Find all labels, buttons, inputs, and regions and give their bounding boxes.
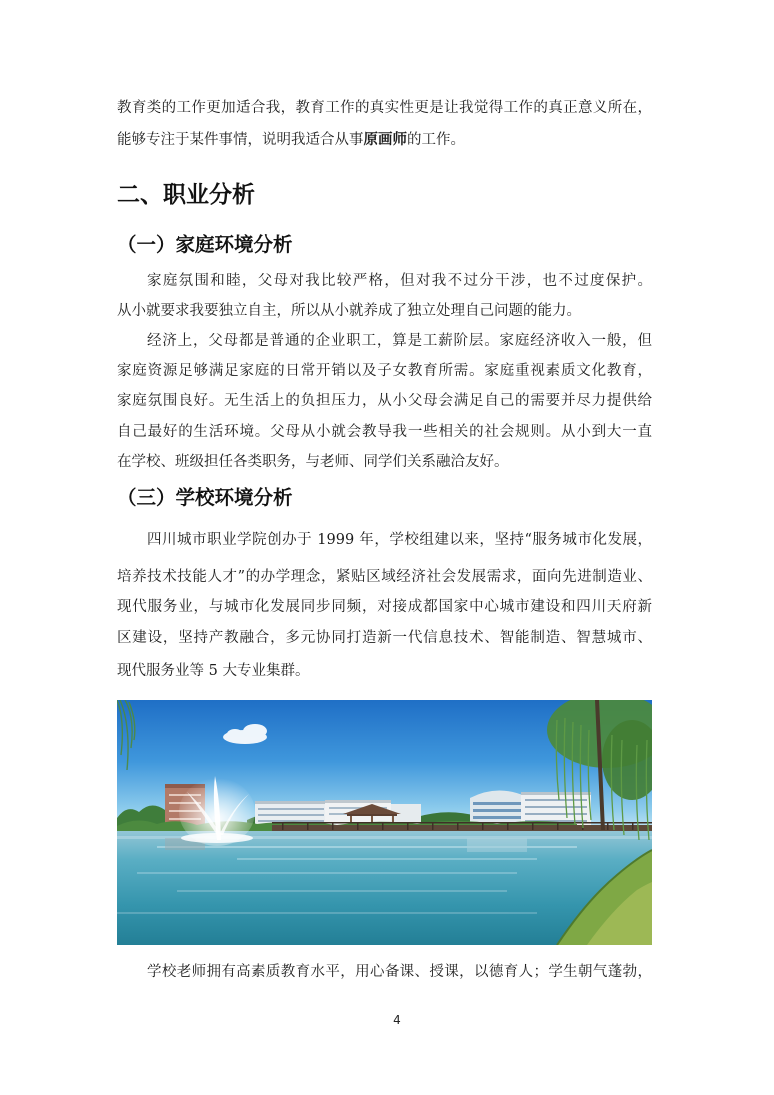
family-heading: （一）家庭环境分析 bbox=[117, 233, 293, 256]
intro-line-1: 教育类的工作更加适合我，教育工作的真实性更是让我觉得工作的真正意义所在， bbox=[117, 100, 652, 116]
intro-line-2 bbox=[117, 129, 652, 151]
school-line: 区建设，坚持产教融合，多元协同打造新一代信息技术、智能制造、智慧城市、 bbox=[117, 630, 652, 646]
section-heading: 二、职业分析 bbox=[117, 182, 255, 208]
intro-line-2-text: 能够专注于某件事情，说明我适合从事 bbox=[117, 132, 364, 148]
family-line: 从小就要求我要独立自主，所以从小就养成了独立处理自己问题的能力。 bbox=[117, 303, 581, 319]
campus-lake-photo bbox=[117, 700, 652, 945]
family-line: 在学校、班级担任各类职务，与老师、同学们关系融洽友好。 bbox=[117, 454, 509, 470]
family-line: 经济上，父母都是普通的企业职工，算是工薪阶层。家庭经济收入一般，但 bbox=[147, 333, 652, 349]
family-line: 自己最好的生活环境。父母从小就会教导我一些相关的社会规则。从小到大一直 bbox=[117, 424, 652, 440]
intro-line-2-ending: 的工作。 bbox=[407, 132, 465, 148]
family-line: 家庭资源足够满足家庭的日常开销以及子女教育所需。家庭重视素质文化教育， bbox=[117, 363, 652, 379]
school-heading: （三）学校环境分析 bbox=[117, 486, 293, 509]
boardwalk bbox=[272, 822, 652, 831]
school-line: 四川城市职业学院创办于 1999 年，学校组建以来，坚持“服务城市化发展， bbox=[147, 532, 652, 548]
school-line: 现代服务业等 5 大专业集群。 bbox=[117, 663, 310, 679]
school-line-after-photo: 学校老师拥有高素质教育水平，用心备课、授课，以德育人；学生朝气蓬勃， bbox=[147, 964, 652, 980]
family-line: 家庭氛围和睦，父母对我比较严格，但对我不过分干涉，也不过度保护。 bbox=[147, 273, 652, 289]
career-title-emphasis: 原画师 bbox=[363, 132, 407, 148]
family-line: 家庭氛围良好。无生活上的负担压力，从小父母会满足自己的需要并尽力提供给 bbox=[117, 393, 652, 409]
page-number: 4 bbox=[393, 1013, 401, 1027]
school-line: 现代服务业，与城市化发展同步同频，对接成都国家中心城市建设和四川天府新 bbox=[117, 599, 652, 615]
school-line: 培养技术技能人才”的办学理念，紧贴区域经济社会发展需求，面向先进制造业、 bbox=[117, 569, 652, 585]
